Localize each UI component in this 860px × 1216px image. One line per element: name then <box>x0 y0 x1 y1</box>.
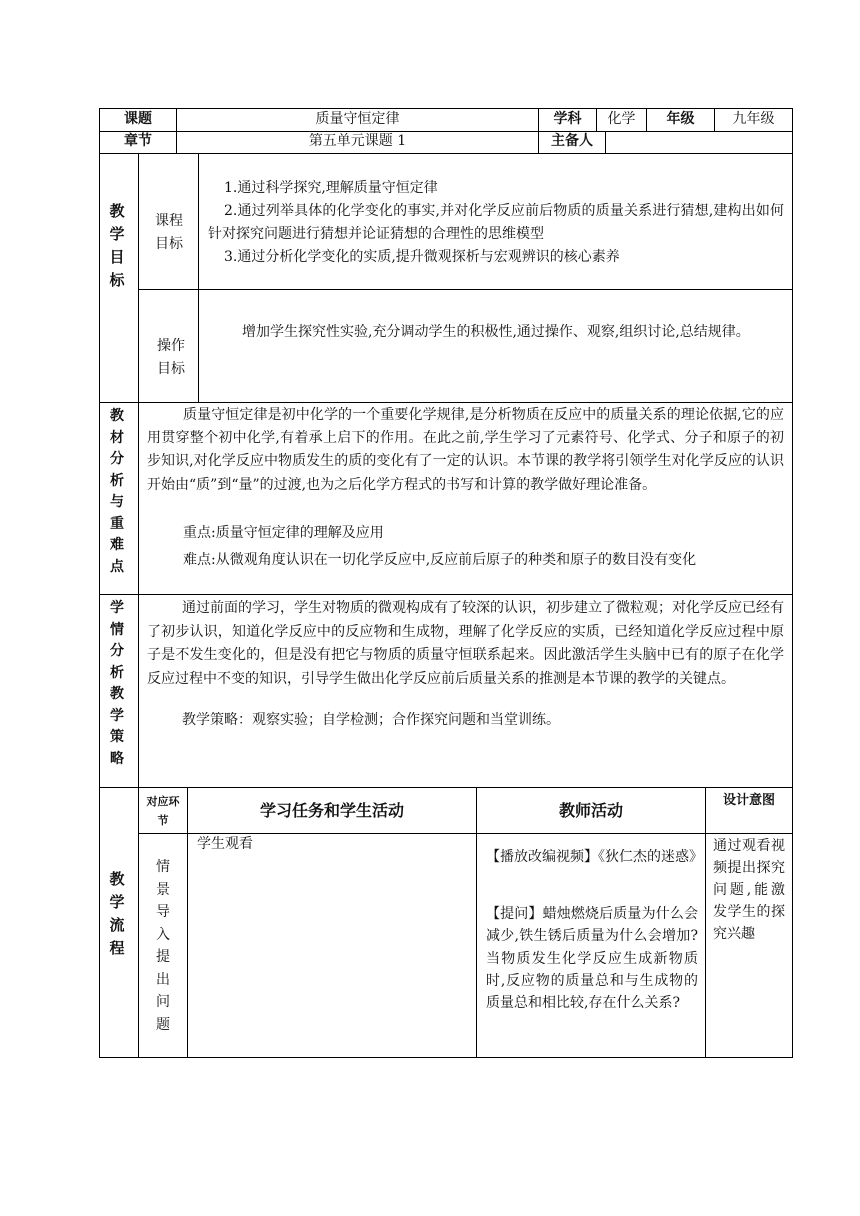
col-divider <box>138 154 139 402</box>
course-objective-item: 2.通过列举具体的化学变化的事实,并对化学反应前后物质的质量关系进行猜想,建构出如何针对探究问题进行猜想并论证猜想的合理性的思维模型 <box>208 203 784 242</box>
preparer-label: 主备人 <box>551 133 593 149</box>
course-objective-item: 3.通过分析化学变化的实质,提升微观探析与宏观辨识的核心素养 <box>224 249 620 265</box>
topic-value: 质量守恒定律 <box>315 111 400 127</box>
row-divider <box>99 787 792 788</box>
row-divider <box>99 153 792 154</box>
operation-objective-label: 操作目标 <box>157 338 185 377</box>
row-divider <box>99 402 792 403</box>
grade-label: 年级 <box>666 111 695 127</box>
student-activity-cell: 学生观看 <box>197 836 253 852</box>
table-border-left <box>99 108 100 1058</box>
table-border-right <box>792 108 793 1058</box>
operation-objective-text: 增加学生探究性实验,充分调动学生的积极性,通过操作、观察,组织讨论,总结规律。 <box>242 324 750 340</box>
col-divider <box>198 154 199 402</box>
table-border-bottom <box>99 1057 792 1058</box>
teaching-strategy-text: 教学策略：观察实验；自学检测；合作探究问题和当堂训练。 <box>182 712 560 728</box>
col-divider <box>605 131 606 154</box>
chapter-label: 章节 <box>124 133 152 149</box>
chapter-value: 第五单元课题 1 <box>308 133 407 149</box>
key-point-text: 重点:质量守恒定律的理解及应用 <box>183 525 384 541</box>
col-divider <box>705 787 706 1058</box>
course-objective-item: 1.通过科学探究,理解质量守恒定律 <box>224 180 438 196</box>
teacher-activity-question: 【提问】蜡烛燃烧后质量为什么会减少,铁生锈后质量为什么会增加?当物质发生化学反应生成新物质时,反应物的质量总和与生成物的质量总和相比较,存在什么关系? <box>486 906 698 1012</box>
subject-value: 化学 <box>607 111 636 127</box>
teacher-activity-video: 【播放改编视频】《狄仁杰的迷惑》 <box>486 849 703 865</box>
difficulty-text: 难点:从微观角度认识在一切化学反应中,反应前后原子的种类和原子的数目没有变化 <box>183 552 697 568</box>
materials-section-label: 教材分析与重难点 <box>110 408 124 575</box>
col-header-teacher: 教师活动 <box>558 801 623 820</box>
process-section-label: 教学流程 <box>109 870 125 957</box>
topic-label: 课题 <box>124 111 152 127</box>
materials-analysis-text: 质量守恒定律是初中化学的一个重要化学规律,是分析物质在反应中的质量关系的理论依据,它的应用贯穿整个初中化学,有着承上启下的作用。在此之前,学生学习了元素符号、化学式、分子和原子的初步知识,对化学反应中物质发生的质的变化有了一定的认识。本节课的教学将引领学生对化学反应的认识开始由“质”到“量”的过渡,也为之后化学方程式的书写和计算的教学做好理论准备。 <box>147 407 784 493</box>
learning-section-label: 学情分析教学策略 <box>110 600 124 767</box>
grade-value: 九年级 <box>732 111 775 127</box>
stage-cell: 情景导入提出问题 <box>156 859 170 1033</box>
row-divider <box>99 594 792 595</box>
col-divider <box>138 787 139 1058</box>
subject-label: 学科 <box>553 111 582 127</box>
col-header-student: 学习任务和学生活动 <box>259 801 404 820</box>
design-intent-cell: 通过观看视频提出探究问题,能激发学生的探究兴趣 <box>713 838 785 942</box>
col-header-stage: 对应环节 <box>146 795 180 827</box>
course-objective-label: 课程目标 <box>155 213 183 252</box>
learning-analysis-text: 通过前面的学习，学生对物质的微观构成有了较深的认识，初步建立了微粒观；对化学反应已经有了初步认识，知道化学反应中的反应物和生成物，理解了化学反应的实质，已经知道化学反应过程中原子是不发生变化的，但是没有把它与物质的质量守恒联系起来。因此激活学生头脑中已有的原子在化学反应过程中不变的知识，引导学生做出化学反应前后质量关系的推测是本节课的教学的关键点。 <box>147 600 784 687</box>
objectives-section-label: 教学目标 <box>109 202 125 289</box>
col-divider <box>187 787 188 1058</box>
col-divider <box>476 787 477 1058</box>
col-header-design: 设计意图 <box>722 793 775 808</box>
row-divider <box>138 289 792 290</box>
